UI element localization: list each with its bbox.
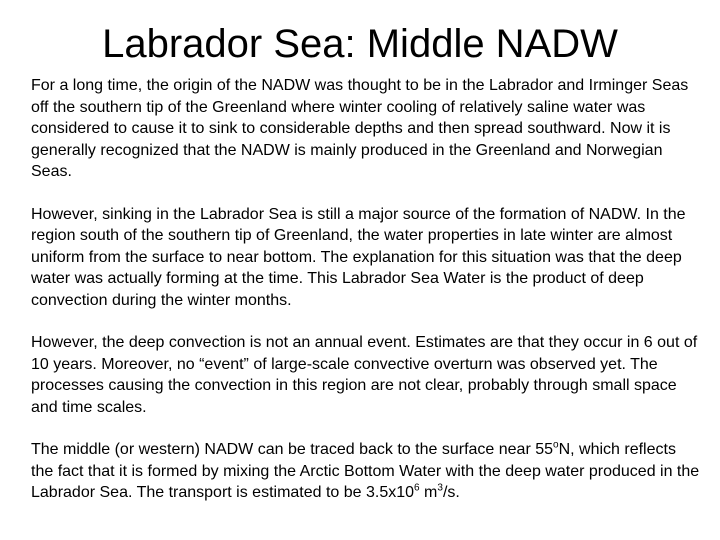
text-segment: The middle (or western) NADW can be traced back to the surface near 55 — [31, 441, 554, 458]
exponent-superscript: 6 — [414, 482, 420, 494]
paragraph-origin: For a long time, the origin of the NADW was thought to be in the Labrador and Irminger Seas off the southern tip of the Greenland where winter cooling of relatively saline water was considered to cause it to sink to considerable depths and then spread southward. Now it is generally recognized that the NADW is mainly produced in the Greenland and Norwegian Seas. — [31, 77, 689, 180]
slide-title: Labrador Sea: Middle NADW — [102, 22, 618, 66]
degree-superscript: o — [553, 439, 559, 451]
paragraph-convection: However, the deep convection is not an annual event. Estimates are that they occur in 6 out of 10 years. Moreover, no “event” of large-scale convective overturn was observed yet. The processes causing the convection in this region are not clear, probably through small space and time scales. — [31, 334, 698, 416]
text-segment: N, which reflects the fact that it is formed by mixing the Arctic Bottom Water with the deep water produced in the Labrador Sea. The transport is estimated to be 3.5x10 — [31, 441, 700, 501]
text-segment: m — [419, 484, 438, 501]
text-segment: /s. — [442, 484, 460, 501]
paragraph-middle-nadw — [31, 439, 701, 504]
paragraph-labrador-sinking: However, sinking in the Labrador Sea is still a major source of the formation of NADW. In the region south of the southern tip of Greenland, the water properties in late winter are almost uniform from the surface to near bottom. The explanation for this situation was that the deep water was actually forming at the time. This Labrador Sea Water is the product of deep convection during the winter months. — [31, 205, 686, 309]
exponent-superscript: 3 — [437, 482, 443, 494]
slide-body — [31, 75, 701, 525]
